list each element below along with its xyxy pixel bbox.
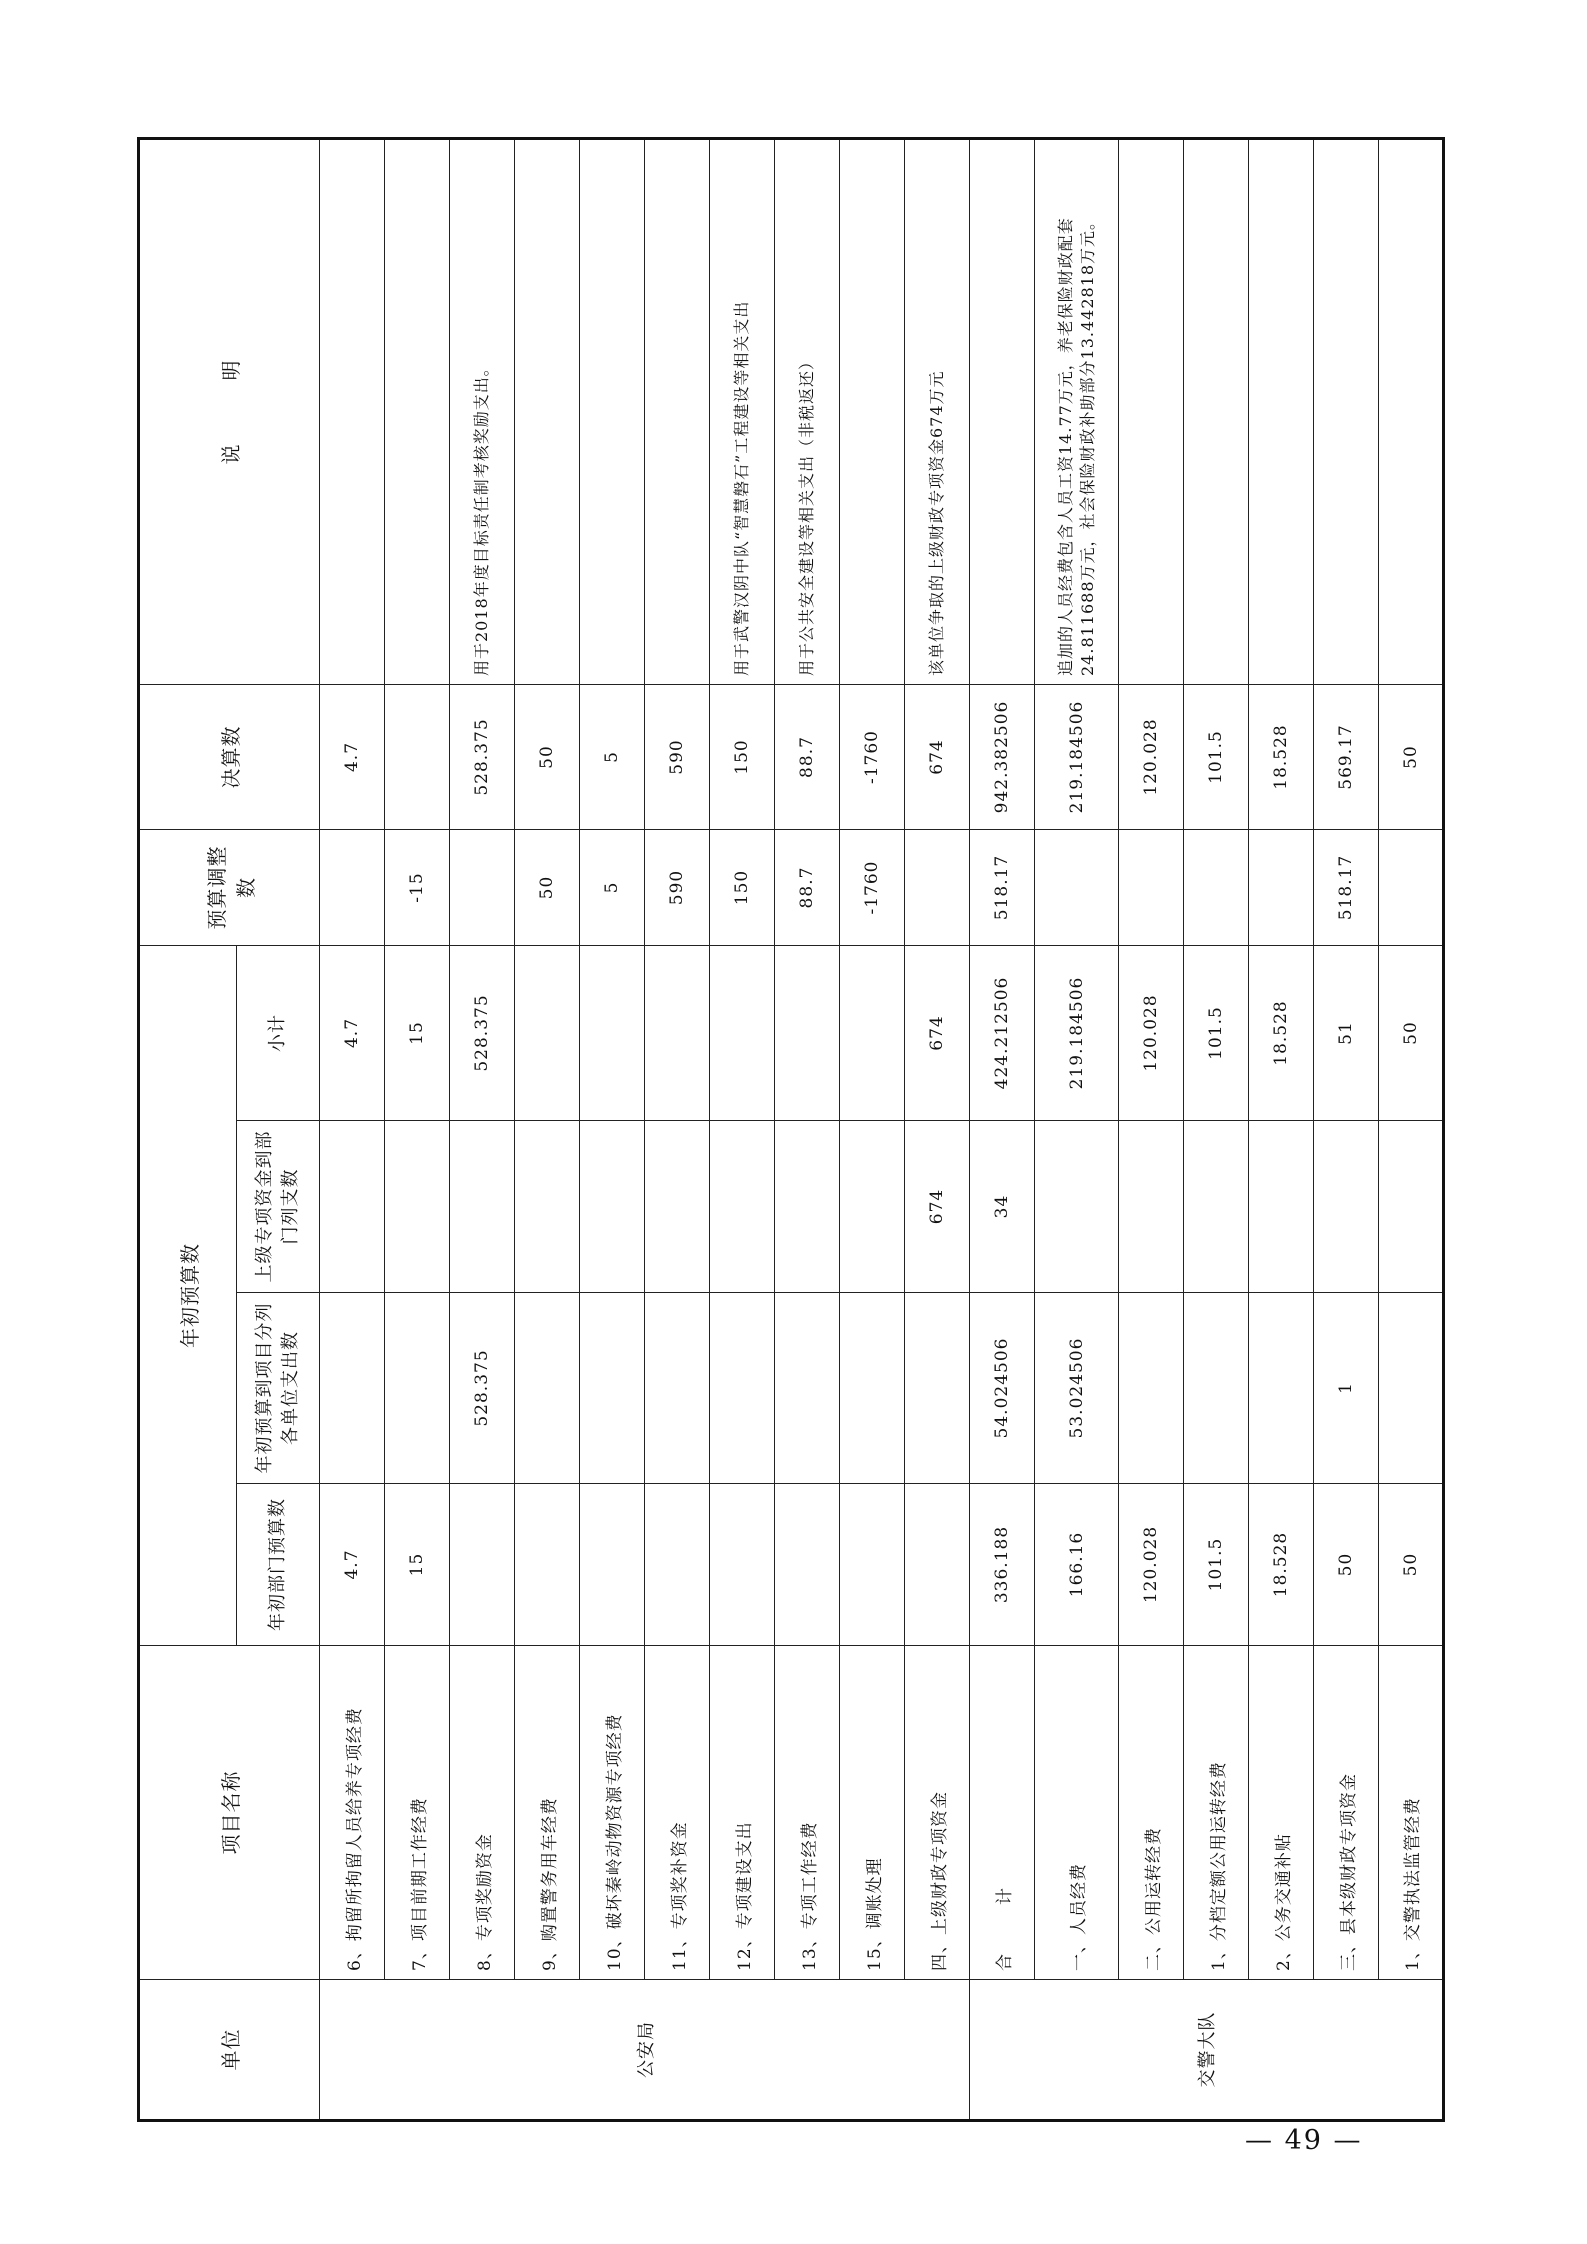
- dept-budget-value: [580, 1484, 645, 1646]
- adjustment-value: 518.17: [1314, 830, 1379, 946]
- final-value: 88.7: [775, 685, 840, 830]
- adjustment-value: 590: [645, 830, 710, 946]
- allocated-value: [645, 1293, 710, 1484]
- header-initial-budget: 年初预算数: [139, 946, 237, 1646]
- allocated-value: [385, 1293, 450, 1484]
- subtotal-value: 50: [1379, 946, 1444, 1121]
- superior-special-value: 34: [970, 1121, 1035, 1293]
- dept-budget-value: 120.028: [1119, 1484, 1184, 1646]
- allocated-value: [840, 1293, 905, 1484]
- superior-special-value: [1249, 1121, 1314, 1293]
- header-final: 决算数: [139, 685, 320, 830]
- superior-special-value: [1035, 1121, 1119, 1293]
- allocated-value: [710, 1293, 775, 1484]
- superior-special-value: [840, 1121, 905, 1293]
- final-value: 150: [710, 685, 775, 830]
- final-value: 674: [905, 685, 970, 830]
- allocated-value: [320, 1293, 385, 1484]
- header-subtotal: 小计: [237, 946, 320, 1121]
- note-text: 用于2018年度目标责任制考核奖励支出。: [450, 139, 515, 685]
- allocated-value: [1119, 1293, 1184, 1484]
- header-project: 项目名称: [139, 1646, 320, 1980]
- adjustment-value: 50: [515, 830, 580, 946]
- rotated-table-container: [137, 140, 1421, 2122]
- note-text: 该单位争取的上级财政专项资金674万元: [905, 139, 970, 685]
- note-text: [1119, 139, 1184, 685]
- adjustment-value: -1760: [840, 830, 905, 946]
- subtotal-value: [645, 946, 710, 1121]
- note-text: 用于武警汉阴中队“智慧磐石”工程建设等相关支出: [710, 139, 775, 685]
- subtotal-value: [775, 946, 840, 1121]
- adjustment-value: [1379, 830, 1444, 946]
- superior-special-value: [645, 1121, 710, 1293]
- header-adjustment: 预算调整数: [139, 830, 320, 946]
- dept-budget-value: [515, 1484, 580, 1646]
- adjustment-value: 150: [710, 830, 775, 946]
- table-row: [450, 139, 515, 2121]
- subtotal-value: 528.375: [450, 946, 515, 1121]
- subtotal-value: [515, 946, 580, 1121]
- dept-budget-value: [710, 1484, 775, 1646]
- table-row: [1184, 139, 1249, 2121]
- unit-cell-traffic: 交警大队: [970, 1980, 1444, 2121]
- superior-special-value: [320, 1121, 385, 1293]
- final-value: 942.382506: [970, 685, 1035, 830]
- superior-special-value: [450, 1121, 515, 1293]
- superior-special-value: [385, 1121, 450, 1293]
- allocated-value: 528.375: [450, 1293, 515, 1484]
- project-name: 四、上级财政专项资金: [905, 1646, 970, 1980]
- final-value: 50: [515, 685, 580, 830]
- dept-budget-value: 18.528: [1249, 1484, 1314, 1646]
- dept-budget-value: 15: [385, 1484, 450, 1646]
- subtotal-value: [840, 946, 905, 1121]
- adjustment-value: 88.7: [775, 830, 840, 946]
- dept-budget-value: 50: [1379, 1484, 1444, 1646]
- project-name: 1、分档定额公用运转经费: [1184, 1646, 1249, 1980]
- dept-budget-value: 50: [1314, 1484, 1379, 1646]
- dept-budget-value: 166.16: [1035, 1484, 1119, 1646]
- superior-special-value: 674: [905, 1121, 970, 1293]
- project-name: 11、专项奖补资金: [645, 1646, 710, 1980]
- allocated-value: [905, 1293, 970, 1484]
- final-value: 50: [1379, 685, 1444, 830]
- header-unit: 单位: [139, 1980, 320, 2121]
- table-row: [645, 139, 710, 2121]
- allocated-value: [580, 1293, 645, 1484]
- table-row: [840, 139, 905, 2121]
- adjustment-value: 518.17: [970, 830, 1035, 946]
- note-text: 追加的人员经费包含人员工资14.77万元，养老保险财政配套24.811688万元，社会保险财政补助部分13.442818万元。: [1035, 139, 1119, 685]
- header-note: 说 明: [139, 139, 320, 685]
- final-value: 4.7: [320, 685, 385, 830]
- dept-budget-value: [775, 1484, 840, 1646]
- project-name: 10、破坏秦岭动物资源专项经费: [580, 1646, 645, 1980]
- table-body: [320, 139, 1444, 2121]
- allocated-value: 54.024506: [970, 1293, 1035, 1484]
- dept-budget-value: [840, 1484, 905, 1646]
- note-text: [1249, 139, 1314, 685]
- project-name: 二、公用运转经费: [1119, 1646, 1184, 1980]
- dept-budget-value: [645, 1484, 710, 1646]
- subtotal-value: [710, 946, 775, 1121]
- project-name: 15、调账处理: [840, 1646, 905, 1980]
- table-row: [775, 139, 840, 2121]
- table-row: [1035, 139, 1119, 2121]
- subtotal-value: 219.184506: [1035, 946, 1119, 1121]
- superior-special-value: [710, 1121, 775, 1293]
- note-text: [1314, 139, 1379, 685]
- project-name: 2、公务交通补贴: [1249, 1646, 1314, 1980]
- superior-special-value: [775, 1121, 840, 1293]
- table-row: [580, 139, 645, 2121]
- allocated-value: 1: [1314, 1293, 1379, 1484]
- note-text: [515, 139, 580, 685]
- superior-special-value: [515, 1121, 580, 1293]
- project-name: 三、县本级财政专项资金: [1314, 1646, 1379, 1980]
- project-name-total: 合 计: [970, 1646, 1035, 1980]
- note-text: [580, 139, 645, 685]
- final-value: 219.184506: [1035, 685, 1119, 830]
- budget-table: [137, 137, 1445, 2122]
- project-name: 8、专项奖励资金: [450, 1646, 515, 1980]
- adjustment-value: [1249, 830, 1314, 946]
- header-superior-special: 上级专项资金到部门列支数: [237, 1121, 320, 1293]
- note-text: [385, 139, 450, 685]
- table-row: [515, 139, 580, 2121]
- table-row: [1314, 139, 1379, 2121]
- superior-special-value: [580, 1121, 645, 1293]
- project-name: 一、人员经费: [1035, 1646, 1119, 1980]
- allocated-value: [775, 1293, 840, 1484]
- dept-budget-value: [905, 1484, 970, 1646]
- table-row: [710, 139, 775, 2121]
- table-row: [1249, 139, 1314, 2121]
- project-name: 7、项目前期工作经费: [385, 1646, 450, 1980]
- allocated-value: [1379, 1293, 1444, 1484]
- project-name: 13、专项工作经费: [775, 1646, 840, 1980]
- superior-special-value: [1314, 1121, 1379, 1293]
- final-value: 120.028: [1119, 685, 1184, 830]
- subtotal-value: 4.7: [320, 946, 385, 1121]
- superior-special-value: [1184, 1121, 1249, 1293]
- header-dept-budget: 年初部门预算数: [237, 1484, 320, 1646]
- project-name: 12、专项建设支出: [710, 1646, 775, 1980]
- final-value: [385, 685, 450, 830]
- adjustment-value: [450, 830, 515, 946]
- final-value: 18.528: [1249, 685, 1314, 830]
- final-value: 5: [580, 685, 645, 830]
- table-row: [1379, 139, 1444, 2121]
- subtotal-value: 101.5: [1184, 946, 1249, 1121]
- adjustment-value: [905, 830, 970, 946]
- project-name: 1、交警执法监管经费: [1379, 1646, 1444, 1980]
- subtotal-value: 120.028: [1119, 946, 1184, 1121]
- allocated-value: [1249, 1293, 1314, 1484]
- table-header: [139, 139, 320, 2121]
- final-value: 101.5: [1184, 685, 1249, 830]
- table-row: [320, 139, 385, 2121]
- note-text: [1379, 139, 1444, 685]
- adjustment-value: -15: [385, 830, 450, 946]
- subtotal-value: 51: [1314, 946, 1379, 1121]
- final-value: 528.375: [450, 685, 515, 830]
- subtotal-value: 15: [385, 946, 450, 1121]
- superior-special-value: [1119, 1121, 1184, 1293]
- note-text: 用于公共安全建设等相关支出（非税返还）: [775, 139, 840, 685]
- project-name: 6、拘留所拘留人员给养专项经费: [320, 1646, 385, 1980]
- adjustment-value: [1119, 830, 1184, 946]
- allocated-value: 53.024506: [1035, 1293, 1119, 1484]
- subtotal-value: 18.528: [1249, 946, 1314, 1121]
- table-row: [385, 139, 450, 2121]
- unit-cell-police: 公安局: [320, 1980, 970, 2121]
- dept-budget-value: [450, 1484, 515, 1646]
- note-text: [645, 139, 710, 685]
- dept-budget-value: 4.7: [320, 1484, 385, 1646]
- table-row: [1119, 139, 1184, 2121]
- allocated-value: [1184, 1293, 1249, 1484]
- table-row: [905, 139, 970, 2121]
- project-name: 9、购置警务用车经费: [515, 1646, 580, 1980]
- header-allocated: 年初预算到项目分列各单位支出数: [237, 1293, 320, 1484]
- subtotal-value: 674: [905, 946, 970, 1121]
- note-text: [320, 139, 385, 685]
- dept-budget-value: 336.188: [970, 1484, 1035, 1646]
- subtotal-value: [580, 946, 645, 1121]
- allocated-value: [515, 1293, 580, 1484]
- dept-budget-value: 101.5: [1184, 1484, 1249, 1646]
- final-value: 590: [645, 685, 710, 830]
- note-text: [970, 139, 1035, 685]
- adjustment-value: [320, 830, 385, 946]
- adjustment-value: 5: [580, 830, 645, 946]
- final-value: 569.17: [1314, 685, 1379, 830]
- page-number: — 49 —: [1245, 2125, 1363, 2156]
- table-row: [970, 139, 1035, 2121]
- note-text: [1184, 139, 1249, 685]
- subtotal-value: 424.212506: [970, 946, 1035, 1121]
- adjustment-value: [1184, 830, 1249, 946]
- superior-special-value: [1379, 1121, 1444, 1293]
- note-text: [840, 139, 905, 685]
- adjustment-value: [1035, 830, 1119, 946]
- final-value: -1760: [840, 685, 905, 830]
